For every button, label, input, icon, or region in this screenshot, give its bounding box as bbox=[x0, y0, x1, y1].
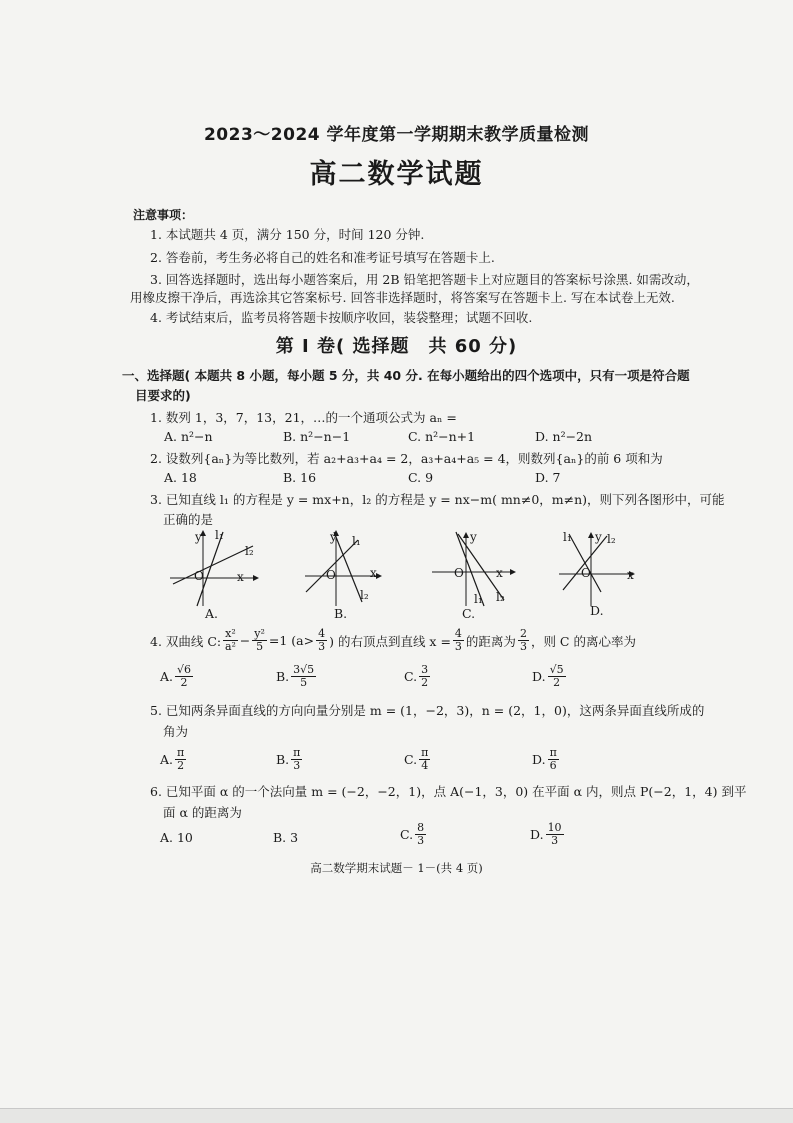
q6-option-b: B. 3 bbox=[273, 830, 299, 845]
origin-label: O bbox=[194, 569, 204, 583]
notice-item: 2. 答卷前，考生务必将自己的姓名和准考证号填写在答题卡上. bbox=[150, 250, 495, 265]
opt-frac bbox=[291, 664, 316, 689]
q4-stem-mid2: ) 的右顶点到直线 x = bbox=[329, 633, 451, 649]
q5-option-d bbox=[532, 747, 561, 772]
q3-stem: 3. 已知直线 l₁ 的方程是 y = mx+n，l₂ 的方程是 y = nx−m( mn≠0，m≠n)，则下列各图形中，可能 bbox=[150, 492, 725, 507]
origin-label: O bbox=[326, 568, 336, 582]
q4-stem-pre: 4. 双曲线 C: bbox=[150, 633, 222, 649]
y-label: y bbox=[195, 530, 202, 544]
q4-option-d bbox=[532, 664, 568, 689]
q1-stem: 1. 数列 1，3，7，13，21，…的一个通项公式为 aₙ = bbox=[150, 410, 457, 425]
page-footer: 高二数学期末试题－ 1－(共 4 页) bbox=[310, 861, 483, 875]
q4-option-a bbox=[160, 664, 195, 689]
q5-option-c bbox=[404, 747, 432, 772]
l2-label: l₂ bbox=[245, 544, 254, 558]
l2-label: l₂ bbox=[360, 588, 369, 602]
opt-letter: D. bbox=[532, 752, 546, 767]
opt-letter: D. bbox=[532, 669, 546, 684]
line-l2 bbox=[563, 536, 607, 590]
l1-label: l₁ bbox=[474, 592, 483, 606]
q2-stem: 2. 设数列{aₙ}为等比数列，若 a₂+a₃+a₄ = 2，a₃+a₄+a₅ = 4，则数列{aₙ}的前 6 项和为 bbox=[150, 451, 663, 466]
x-label: x bbox=[237, 570, 244, 584]
notice-item: 4. 考试结束后，监考员将答题卡按顺序收回，装袋整理；试题不回收. bbox=[150, 310, 533, 325]
frac-num: π bbox=[549, 746, 557, 759]
part-heading-cont: 目要求的) bbox=[135, 388, 191, 403]
frac-den: 2 bbox=[177, 759, 185, 772]
l1-label: l₁ bbox=[215, 528, 224, 542]
q4-frac-a bbox=[316, 628, 327, 653]
notice-heading: 注意事项： bbox=[133, 208, 194, 222]
q4-frac-y25 bbox=[252, 628, 267, 653]
y-label: y bbox=[595, 530, 602, 544]
q3-graph-b bbox=[300, 528, 385, 608]
frac-num: 10 bbox=[547, 821, 562, 834]
frac-num: 3 bbox=[421, 663, 429, 676]
frac-den: 5 bbox=[256, 640, 264, 653]
y-axis-arrow bbox=[588, 532, 594, 538]
opt-frac bbox=[419, 747, 430, 772]
q4-stem bbox=[150, 628, 636, 653]
q4-option-c bbox=[404, 664, 432, 689]
frac-den: 3 bbox=[417, 834, 425, 847]
opt-frac bbox=[548, 664, 566, 689]
section-title: 第 Ⅰ 卷( 选择题 共 60 分) bbox=[275, 336, 518, 357]
q5-option-a bbox=[160, 747, 188, 772]
y-axis-arrow bbox=[463, 532, 469, 538]
frac-den: 3 bbox=[454, 640, 462, 653]
q3-stem-cont: 正确的是 bbox=[163, 512, 214, 527]
opt-frac bbox=[548, 747, 559, 772]
q6-option-c bbox=[400, 822, 428, 847]
frac-den: 3 bbox=[318, 640, 326, 653]
y-label: y bbox=[330, 530, 337, 544]
q6-option-d bbox=[530, 822, 566, 847]
frac-num: 8 bbox=[417, 821, 425, 834]
x-axis-arrow bbox=[253, 575, 259, 581]
q4-stem-post: ，则 C 的离心率为 bbox=[530, 633, 636, 649]
q4-stem-mid1: =1 (a> bbox=[268, 633, 315, 648]
frac-den: 3 bbox=[551, 834, 559, 847]
x-label: x bbox=[370, 566, 377, 580]
frac-num: √5 bbox=[549, 663, 564, 676]
q3-option-c: C. bbox=[462, 606, 476, 621]
opt-letter: B. bbox=[276, 669, 290, 684]
q4-option-b bbox=[276, 664, 318, 689]
part-heading: 一、选择题( 本题共 8 小题，每小题 5 分，共 40 分. 在每小题给出的四个选项中，只有一项是符合题 bbox=[122, 368, 690, 383]
frac-den: 2 bbox=[180, 676, 188, 689]
frac-den: 2 bbox=[421, 676, 429, 689]
opt-frac bbox=[291, 747, 302, 772]
notice-item: 1. 本试题共 4 页，满分 150 分，时间 120 分钟. bbox=[150, 227, 425, 242]
opt-frac bbox=[415, 822, 426, 847]
frac-den: 6 bbox=[549, 759, 557, 772]
opt-letter: C. bbox=[404, 669, 418, 684]
origin-label: O bbox=[454, 566, 464, 580]
q2-option-c: C. 9 bbox=[408, 470, 434, 485]
frac-den: 4 bbox=[421, 759, 429, 772]
q1-option-c: C. n²−n+1 bbox=[408, 429, 476, 444]
q4-frac-x bbox=[453, 628, 464, 653]
q1-option-b: B. n²−n−1 bbox=[283, 429, 351, 444]
q3-option-a: A. bbox=[205, 606, 219, 621]
x-label: x bbox=[627, 568, 634, 582]
frac-num: 4 bbox=[318, 627, 326, 640]
q3-option-b: B. bbox=[334, 606, 348, 621]
q3-graph-c bbox=[428, 528, 518, 608]
opt-frac bbox=[546, 822, 564, 847]
frac-num: π bbox=[293, 746, 301, 759]
q6-stem-cont: 面 α 的距离为 bbox=[163, 805, 242, 820]
q3-option-d: D. bbox=[590, 603, 604, 618]
frac-den: 3 bbox=[293, 759, 301, 772]
frac-den: 2 bbox=[553, 676, 561, 689]
minus-sign: − bbox=[239, 633, 251, 648]
y-label: y bbox=[470, 530, 477, 544]
q2-option-d: D. 7 bbox=[535, 470, 561, 485]
frac-num: 3√5 bbox=[293, 663, 315, 676]
frac-num: 4 bbox=[454, 627, 462, 640]
q3-graph-a bbox=[165, 528, 260, 608]
l1-label: l₁ bbox=[352, 534, 361, 548]
q4-frac-x2a2 bbox=[223, 628, 238, 653]
opt-frac bbox=[175, 664, 193, 689]
exam-title: 2023～2024 学年度第一学期期末教学质量检测 bbox=[203, 125, 590, 145]
q5-stem: 5. 已知两条异面直线的方向向量分别是 m = (1，−2，3)，n = (2，1，0)，这两条异面直线所成的 bbox=[150, 703, 705, 718]
opt-letter: C. bbox=[404, 752, 418, 767]
opt-letter: D. bbox=[530, 827, 544, 842]
q5-option-b bbox=[276, 747, 304, 772]
opt-frac bbox=[175, 747, 186, 772]
opt-frac bbox=[419, 664, 430, 689]
notice-item: 用橡皮擦干净后，再选涂其它答案标号. 回答非选择题时，将答案写在答题卡上. 写在本试卷上无效. bbox=[130, 290, 675, 305]
q6-option-a: A. 10 bbox=[160, 830, 193, 845]
frac-num: 2 bbox=[519, 627, 527, 640]
q4-frac-dist bbox=[518, 628, 529, 653]
notice-item: 3. 回答选择题时，选出每小题答案后，用 2B 铅笔把答题卡上对应题目的答案标号涂黑. 如需改动， bbox=[150, 272, 699, 287]
q5-stem-cont: 角为 bbox=[163, 724, 189, 739]
opt-letter: A. bbox=[160, 669, 174, 684]
q2-option-a: A. 18 bbox=[164, 470, 197, 485]
main-title: 高二数学试题 bbox=[309, 159, 484, 190]
q2-option-b: B. 16 bbox=[283, 470, 317, 485]
opt-letter: B. bbox=[276, 752, 290, 767]
q1-option-d: D. n²−2n bbox=[535, 429, 593, 444]
frac-den: a² bbox=[224, 640, 236, 653]
frac-den: 5 bbox=[300, 676, 308, 689]
x-label: x bbox=[496, 566, 503, 580]
opt-letter: C. bbox=[400, 827, 414, 842]
opt-letter: A. bbox=[160, 752, 174, 767]
frac-num: √6 bbox=[177, 663, 192, 676]
frac-num: π bbox=[421, 746, 429, 759]
bottom-scrollbar[interactable] bbox=[0, 1108, 793, 1123]
line-l1 bbox=[306, 540, 358, 592]
l2-label: l₂ bbox=[607, 532, 616, 546]
q3-graph-d bbox=[555, 528, 640, 608]
frac-num: x² bbox=[225, 627, 236, 640]
q6-stem: 6. 已知平面 α 的一个法向量 m = (−2，−2，1)，点 A(−1，3，0) 在平面 α 内，则点 P(−2，1，4) 到平 bbox=[150, 784, 747, 799]
l1-label: l₁ bbox=[563, 530, 572, 544]
frac-den: 3 bbox=[519, 640, 527, 653]
l2-label: l₂ bbox=[496, 590, 505, 604]
frac-num: π bbox=[177, 746, 185, 759]
q1-option-a: A. n²−n bbox=[164, 429, 213, 444]
frac-num: y² bbox=[254, 627, 265, 640]
q4-stem-mid3: 的距离为 bbox=[465, 633, 516, 649]
x-axis-arrow bbox=[510, 569, 516, 575]
origin-label: O bbox=[581, 566, 591, 580]
